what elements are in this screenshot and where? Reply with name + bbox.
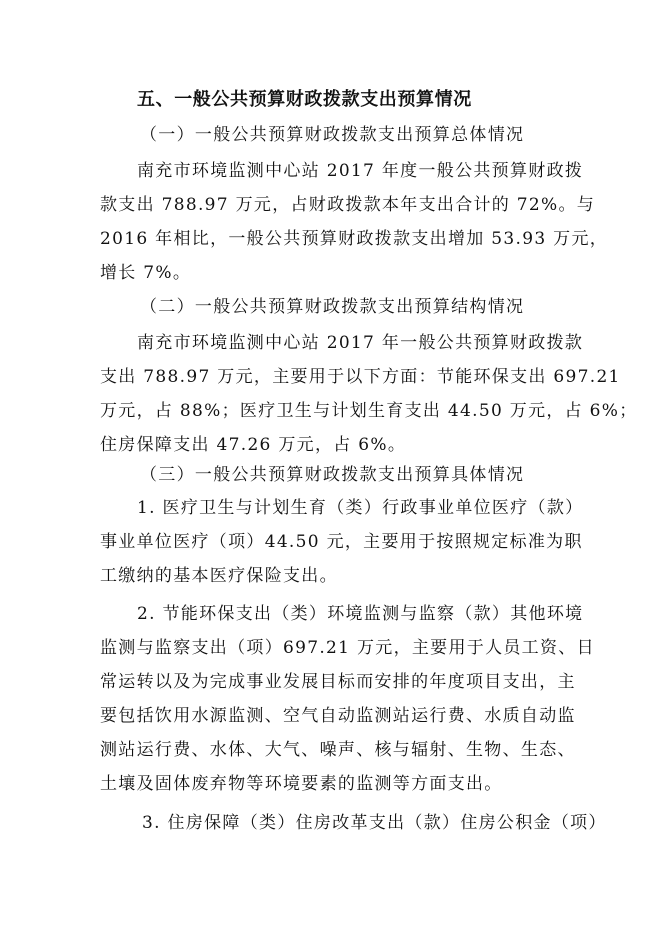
paragraph-line: 增长 7%。	[100, 263, 192, 283]
paragraph-line: 南充市环境监测中心站 2017 年一般公共预算财政拨款	[137, 333, 584, 353]
list-item-line: 3. 住房保障（类）住房改革支出（款）住房公积金（项）	[142, 813, 607, 833]
section-heading: 五、一般公共预算财政拨款支出预算情况	[137, 89, 472, 110]
list-item-line: 2. 节能环保支出（类）环境监测与监察（款）其他环境	[137, 604, 584, 624]
subsection-title-specific: （三）一般公共预算财政拨款支出预算具体情况	[140, 465, 525, 485]
subsection-title-structure: （二）一般公共预算财政拨款支出预算结构情况	[140, 297, 525, 317]
paragraph-line: 万元，占 88%；医疗卫生与计划生育支出 44.50 万元，占 6%；	[100, 401, 638, 421]
list-item-line: 监测与监察支出（项）697.21 万元，主要用于人员工资、日	[100, 638, 595, 658]
list-item-line: 事业单位医疗（项）44.50 元，主要用于按照规定标准为职	[100, 532, 583, 552]
subsection-title-overall: （一）一般公共预算财政拨款支出预算总体情况	[140, 125, 525, 145]
paragraph-line: 款支出 788.97 万元，占财政拨款本年支出合计的 72%。与	[100, 195, 596, 215]
paragraph-line: 南充市环境监测中心站 2017 年度一般公共预算财政拨	[137, 161, 584, 181]
list-item-line: 土壤及固体废弃物等环境要素的监测等方面支出。	[100, 774, 503, 794]
list-item-line: 1. 医疗卫生与计划生育（类）行政事业单位医疗（款）	[137, 498, 584, 518]
paragraph-line: 住房保障支出 47.26 万元，占 6%。	[100, 435, 407, 455]
list-item-line: 要包括饮用水源监测、空气自动监测站运行费、水质自动监	[100, 706, 576, 726]
paragraph-line: 2016 年相比，一般公共预算财政拨款支出增加 53.93 万元，	[100, 229, 609, 249]
list-item-line: 工缴纳的基本医疗保险支出。	[100, 566, 338, 586]
list-item-line: 常运转以及为完成事业发展目标而安排的年度项目支出，主	[100, 672, 576, 692]
list-item-line: 测站运行费、水体、大气、噪声、核与辐射、生物、生态、	[100, 740, 576, 760]
paragraph-line: 支出 788.97 万元，主要用于以下方面：节能环保支出 697.21	[100, 367, 621, 387]
